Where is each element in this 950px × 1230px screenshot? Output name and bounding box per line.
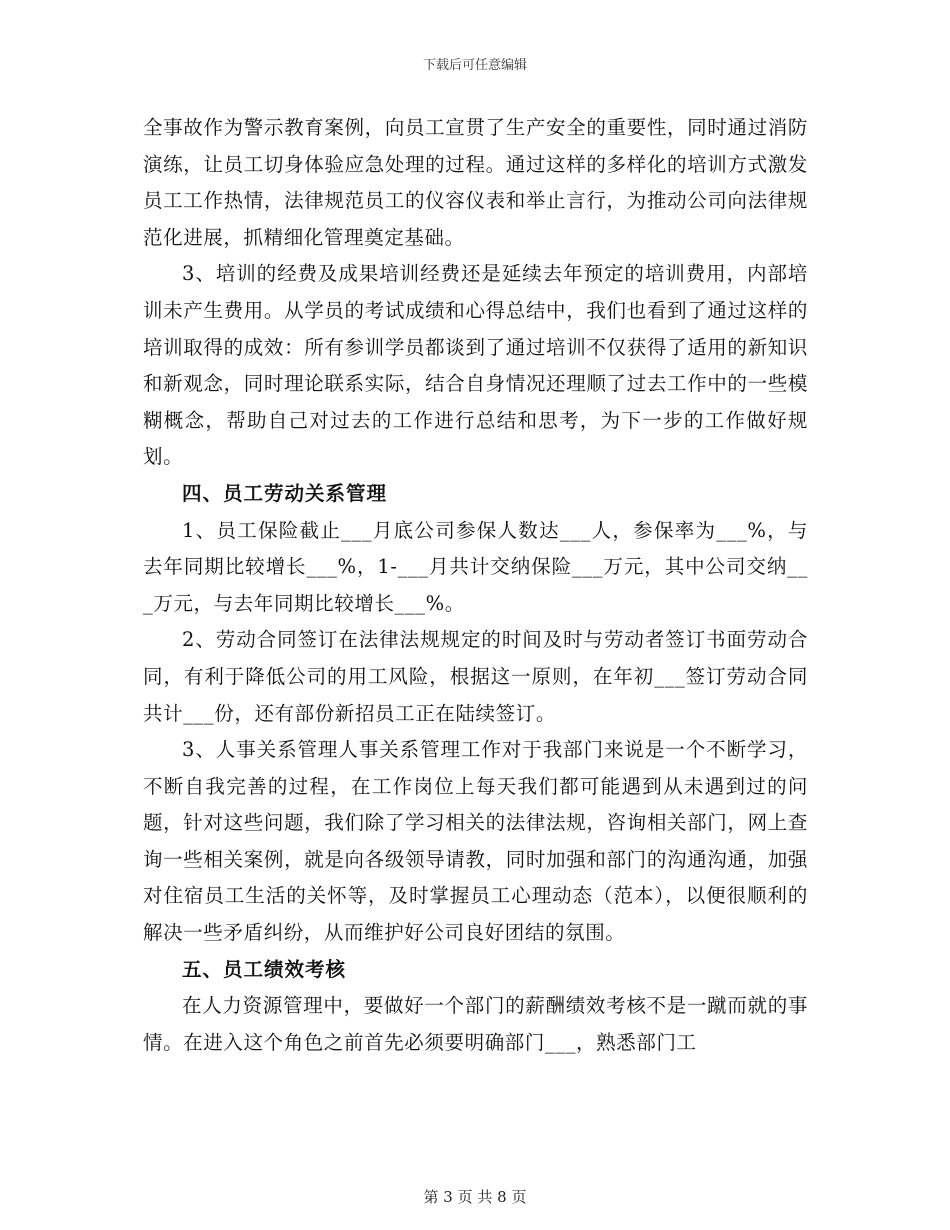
paragraph-labor-contract: 2、劳动合同签订在法律法规规定的时间及时与劳动者签订书面劳动合同，有利于降低公司的用工风险，根据这一原则，在年初___签订劳动合同共计___份，还有部份新招员工正在陆续签订。 — [143, 628, 808, 725]
paragraph-performance-intro: 在人力资源管理中，要做好一个部门的薪酬绩效考核不是一蹴而就的事情。在进入这个角色之前首先必须要明确部门___，熟悉部门工 — [143, 994, 808, 1054]
section-heading-performance: 五、员工绩效考核 — [182, 957, 347, 981]
paragraph-training-funds: 3、培训的经费及成果培训经费还是延续去年预定的培训费用，内部培训未产生费用。从学员的考试成绩和心得总结中，我们也看到了通过这样的培训取得的成效：所有参训学员都谈到了通过培训不仅获得了适用的新知识和新观念，同时理论联系实际，结合自身情况还理顺了过去工作中的一些模糊概念，帮助自己对过去的工作进行总结和思考，为下一步的工作做好规划。 — [143, 262, 808, 469]
paragraph-continued: 全事故作为警示教育案例，向员工宣贯了生产安全的重要性，同时通过消防演练，让员工切身体验应急处理的过程。通过这样的多样化的培训方式激发员工工作热情，法律规范员工的仪容仪表和举止言行，为推动公司向法律规范化进展，抓精细化管理奠定基础。 — [143, 116, 808, 249]
paragraph-personnel-relations: 3、人事关系管理人事关系管理工作对于我部门来说是一个不断学习，不断自我完善的过程，在工作岗位上每天我们都可能遇到从未遇到过的问题，针对这些问题，我们除了学习相关的法律法规，咨询相关部门，网上查询一些相关案例，就是向各级领导请教，同时加强和部门的沟通沟通，加强对住宿员工生活的关怀等，及时掌握员工心理动态（范本），以便很顺利的解决一些矛盾纠纷，从而维护好公司良好团结的氛围。 — [143, 738, 808, 945]
section-heading-labor-relations: 四、员工劳动关系管理 — [182, 481, 388, 505]
page-number: 第 3 页 共 8 页 — [423, 1188, 527, 1206]
paragraph-insurance: 1、员工保险截止___月底公司参保人数达___人，参保率为___%，与去年同期比较增长___%，1-___月共计交纳保险___万元，其中公司交纳___万元，与去年同期比较增长___%。 — [143, 518, 808, 615]
page-header: 下载后可任意编辑 — [422, 58, 527, 73]
document-body — [143, 110, 808, 1061]
